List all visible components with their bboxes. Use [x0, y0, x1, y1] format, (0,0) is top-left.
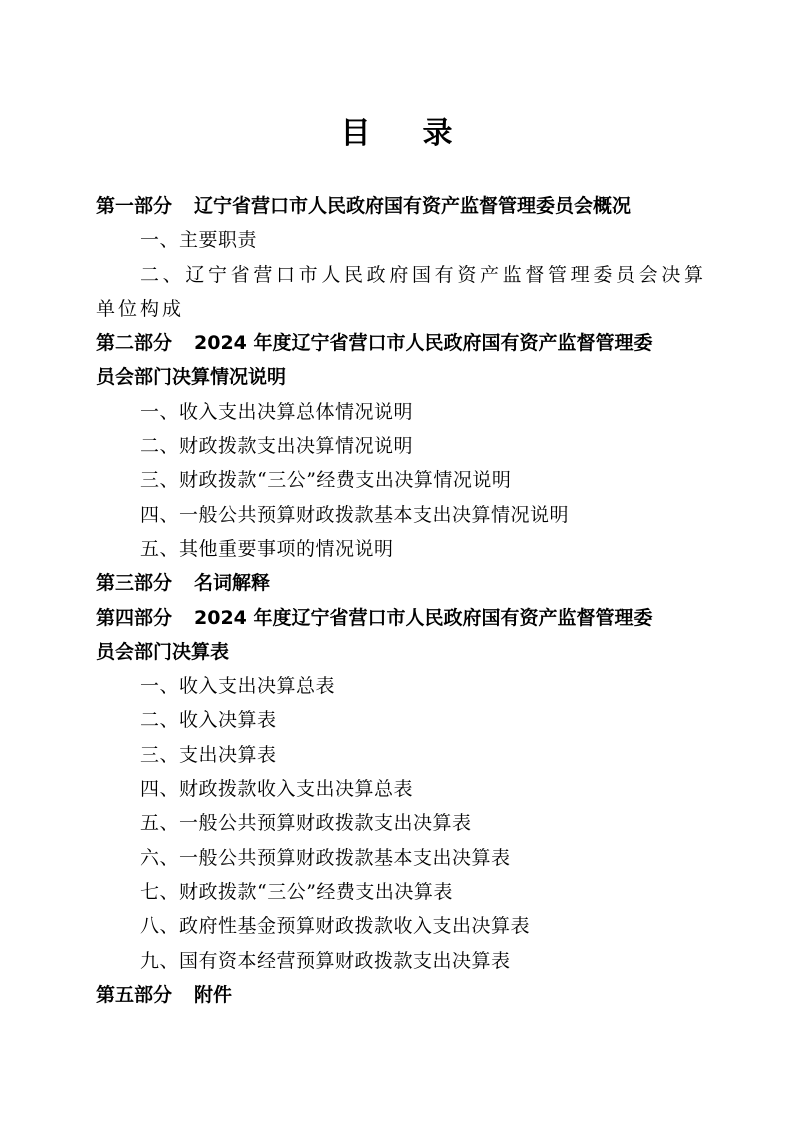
toc-item[interactable]: 九、国有资本经营预算财政拨款支出决算表: [140, 949, 511, 972]
toc-part-label: 第二部分: [96, 332, 173, 355]
toc-part-1[interactable]: [96, 189, 706, 223]
toc-item[interactable]: 二、收入决算表: [140, 709, 277, 732]
toc-part-2[interactable]: [96, 326, 706, 360]
toc-part-3[interactable]: [96, 566, 706, 600]
toc-item[interactable]: 三、财政拨款“三公”经费支出决算情况说明: [140, 469, 512, 492]
toc-item[interactable]: 二、财政拨款支出决算情况说明: [140, 435, 414, 458]
toc-part-label: 第一部分: [96, 195, 173, 217]
toc-part-title: 附件: [194, 983, 233, 1006]
toc-part-title: 2024 年度辽宁省营口市人民政府国有资产监督管理委: [194, 606, 653, 629]
toc-part-label: 第五部分: [96, 983, 173, 1006]
toc-item[interactable]: 五、其他重要事项的情况说明: [140, 537, 394, 560]
toc-item[interactable]: 八、政府性基金预算财政拨款收入支出决算表: [140, 915, 531, 938]
page-title: 目录: [340, 116, 505, 151]
toc-item[interactable]: 六、一般公共预算财政拨款基本支出决算表: [140, 846, 511, 869]
toc-item[interactable]: 一、收入支出决算总体情况说明: [140, 400, 414, 423]
toc-item[interactable]: 五、一般公共预算财政拨款支出决算表: [140, 812, 472, 835]
toc-part-label: 第四部分: [96, 606, 173, 629]
toc-part-title: 2024 年度辽宁省营口市人民政府国有资产监督管理委: [194, 332, 653, 355]
toc-part-4[interactable]: [96, 601, 706, 635]
toc-item[interactable]: 三、支出决算表: [140, 743, 277, 766]
table-of-contents: [96, 189, 706, 1012]
toc-part-2-title-continued[interactable]: 员会部门决算情况说明: [96, 366, 287, 389]
toc-part-title: 辽宁省营口市人民政府国有资产监督管理委员会概况: [194, 195, 632, 217]
toc-item[interactable]: 一、收入支出决算总表: [140, 675, 336, 698]
toc-item[interactable]: 七、财政拨款“三公”经费支出决算表: [140, 880, 453, 903]
toc-item[interactable]: 二、辽宁省营口市人民政府国有资产监督管理委员会决算单位构成: [96, 263, 706, 320]
toc-item[interactable]: 一、主要职责: [140, 229, 258, 252]
toc-part-title: 名词解释: [194, 572, 271, 595]
toc-item[interactable]: 四、财政拨款收入支出决算总表: [140, 778, 414, 801]
toc-part-4-title-continued[interactable]: 员会部门决算表: [96, 640, 230, 663]
toc-part-5[interactable]: [96, 978, 706, 1012]
toc-part-label: 第三部分: [96, 572, 173, 595]
toc-item[interactable]: 四、一般公共预算财政拨款基本支出决算情况说明: [140, 503, 570, 526]
